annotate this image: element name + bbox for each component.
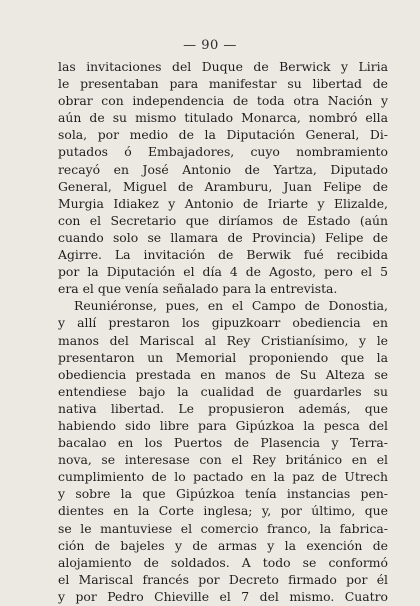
text-line: por la Diputación el día 4 de Agosto, pero el 5 <box>58 264 388 280</box>
text-line: sola, por medio de la Diputación General, Di- <box>58 127 388 143</box>
text-line: nativa libertad. Le propusieron además, que <box>58 400 388 416</box>
text-line: entendiese bajo la cualidad de guardarles su <box>58 383 388 399</box>
text-line: cumplimiento de lo pactado en la paz de Utrech <box>58 469 388 485</box>
text-line: el Mariscal francés por Decreto firmado por él <box>58 571 388 587</box>
text-line: se le mantuviese el comercio franco, la fabrica- <box>58 520 388 536</box>
text-line: Agirre. La invitación de Berwik fué recibida <box>58 247 388 263</box>
text-line: obrar con independencia de toda otra Nación y <box>58 93 388 109</box>
text-line: nova, se interesase con el Rey británico en el <box>58 452 388 468</box>
text-line: aún de su mismo titulado Monarca, nombró ella <box>58 110 388 126</box>
page-number: — 90 — <box>183 38 237 53</box>
text-line: recayó en José Antonio de Yartza, Diputado <box>58 161 388 177</box>
paragraph-1 <box>58 58 388 297</box>
body-text <box>58 58 388 605</box>
text-line: putados ó Embajadores, cuyo nombramiento <box>58 144 388 160</box>
text-line: General, Miguel de Aramburu, Juan Felipe de <box>58 178 388 194</box>
text-line: y allí prestaron los gipuzkoarr obediencia en <box>58 315 388 331</box>
text-line: le presentaban para manifestar su libertad de <box>58 76 388 92</box>
text-line: y sobre la que Gipúzkoa tenía instancias pen- <box>58 486 388 502</box>
text-line: obediencia prestada en manos de Su Alteza se <box>58 366 388 382</box>
text-line: las invitaciones del Duque de Berwick y Liria <box>58 59 388 74</box>
text-line: bacalao en los Puertos de Plasencia y Terra- <box>58 435 388 451</box>
text-line: Reuniéronse, pues, en el Campo de Donostia, <box>74 298 388 314</box>
text-line: y por Pedro Chieville el 7 del mismo. Cuatro <box>58 588 388 604</box>
text-line: era el que venía señalado para la entrevista. <box>58 281 338 297</box>
text-line: habiendo sido libre para Gipúzkoa la pesca del <box>58 417 388 433</box>
text-line: ción de bajeles y de armas y la exención de <box>58 537 388 553</box>
text-line: presentaron un Memorial proponiendo que la <box>58 349 388 365</box>
text-line: Murgia Idiakez y Antonio de Iriarte y Elizalde, <box>58 195 388 211</box>
text-line: alojamiento de soldados. A todo se conformó <box>58 554 388 570</box>
text-line: con el Secretario que diríamos de Estado (aún <box>58 212 388 228</box>
text-line: cuando solo se llamara de Provincia) Felipe de <box>58 229 388 245</box>
text-line: manos del Mariscal al Rey Cristianísimo, y le <box>58 332 388 348</box>
text-line: dientes en la Corte inglesa; y, por último, que <box>58 503 388 519</box>
paragraph-2 <box>58 297 388 605</box>
